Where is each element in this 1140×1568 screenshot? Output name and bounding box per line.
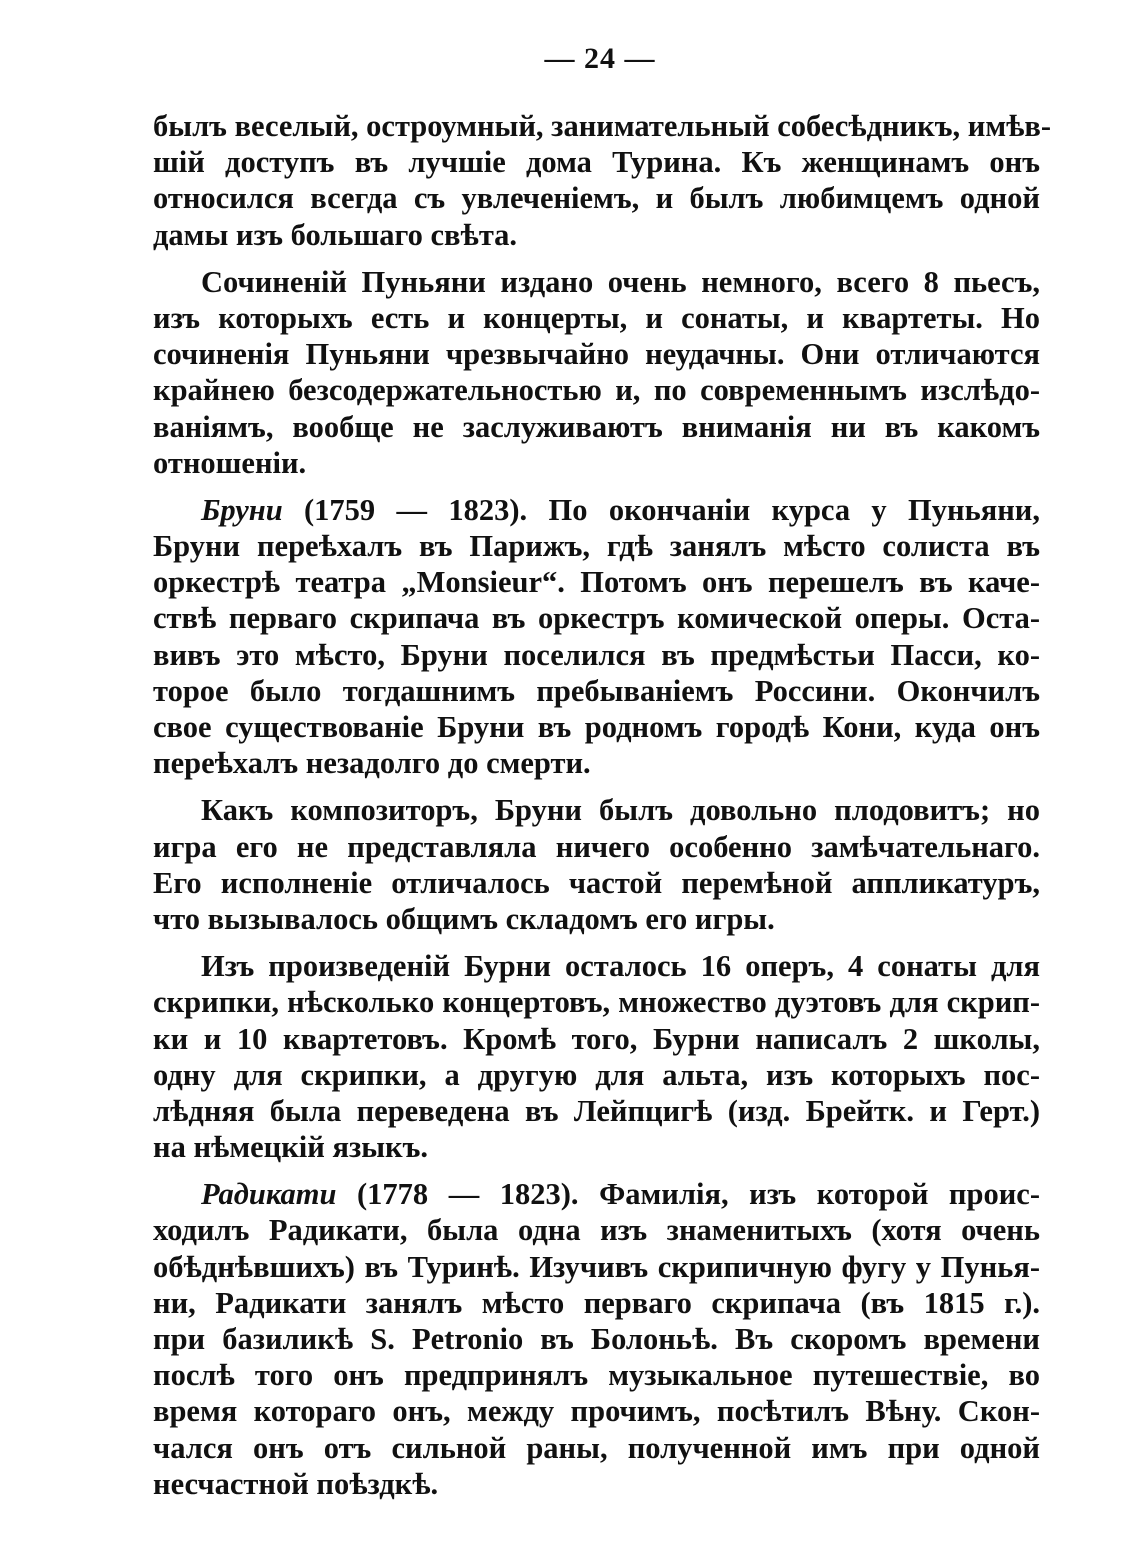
text-line bbox=[153, 1176, 1040, 1212]
text-line: ходилъ Радикати, была одна изъ знаменитыхъ (хотя очень bbox=[153, 1213, 1040, 1248]
text-line: Бруни переѣхалъ въ Парижъ, гдѣ занялъ мѣсто солиста въ bbox=[153, 529, 1040, 564]
paragraph-4 bbox=[153, 792, 1040, 937]
text-line: крайнею безсодержательностью и, по современнымъ изслѣдо- bbox=[153, 373, 1040, 408]
text-line-rest: (1778 — 1823). Фамилія, изъ которой проис- bbox=[336, 1177, 1040, 1212]
text-line-rest: (1759 — 1823). По окончаніи курса у Пуньяни, bbox=[282, 492, 1040, 527]
text-line: отношеніи. bbox=[153, 445, 307, 480]
text-line: вивъ это мѣсто, Бруни поселился въ предмѣстьи Пасси, ко- bbox=[153, 637, 1040, 672]
text-line: сочиненія Пуньяни чрезвычайно неудачны. Они отличаются bbox=[153, 337, 1040, 372]
text-line: Его исполненіе отличалось частой перемѣной аппликатуръ, bbox=[153, 865, 1040, 900]
text-line: Сочиненій Пуньяни издано очень немного, всего 8 пьесъ, bbox=[201, 264, 1040, 299]
text-line: что вызывалось общимъ складомъ его игры. bbox=[153, 901, 775, 936]
text-line: былъ веселый, остроумный, занимательный собесѣдникъ, имѣв- bbox=[153, 109, 1052, 143]
paragraph-6 bbox=[153, 1176, 1040, 1502]
text-line: одну для скрипки, а другую для альта, изъ которыхъ пос- bbox=[153, 1057, 1040, 1092]
page-number: — 24 — bbox=[544, 42, 656, 75]
paragraph-2 bbox=[153, 264, 1040, 481]
text-line: ки и 10 квартетовъ. Кромѣ того, Бурни написалъ 2 школы, bbox=[153, 1021, 1040, 1056]
text-line: переѣхалъ незадолго до смерти. bbox=[153, 746, 591, 781]
paragraph-1 bbox=[153, 108, 1052, 253]
text-line: обѣднѣвшихъ) въ Туринѣ. Изучивъ скрипичную фугу у Пунья- bbox=[153, 1249, 1040, 1284]
text-line: на нѣмецкій языкъ. bbox=[153, 1130, 429, 1165]
text-line: несчастной поѣздкѣ. bbox=[153, 1466, 439, 1501]
text-line: игра его не представляла ничего особенно замѣчательнаго. bbox=[153, 829, 1040, 864]
text-line: изъ которыхъ есть и концерты, и сонаты, и квартеты. Но bbox=[153, 300, 1040, 335]
body-text bbox=[153, 108, 1052, 1513]
text-line: Изъ произведеній Бурни осталось 16 оперъ, 4 сонаты для bbox=[201, 949, 1040, 984]
paragraph-5 bbox=[153, 948, 1040, 1165]
person-name-bruni: Бруни bbox=[201, 492, 283, 527]
text-line: ствѣ перваго скрипача въ оркестръ комической оперы. Оста- bbox=[153, 601, 1040, 636]
text-line: шій доступъ въ лучшіе дома Турина. Къ женщинамъ онъ bbox=[153, 145, 1040, 180]
text-line: время котораго онъ, между прочимъ, посѣтилъ Вѣну. Скон- bbox=[153, 1394, 1040, 1429]
text-line: ни, Радикати занялъ мѣсто перваго скрипача (въ 1815 г.). bbox=[153, 1285, 1040, 1320]
text-line: относился всегда съ увлеченіемъ, и былъ любимцемъ одной bbox=[153, 181, 1040, 216]
text-line: послѣ того онъ предпринялъ музыкальное путешествіе, во bbox=[153, 1358, 1040, 1393]
text-line bbox=[153, 492, 1040, 528]
text-line: лѣдняя была переведена въ Лейпцигѣ (изд. Брейтк. и Герт.) bbox=[153, 1093, 1040, 1128]
text-line: ваніямъ, вообще не заслуживаютъ вниманія ни въ какомъ bbox=[153, 409, 1040, 444]
text-line: Какъ композиторъ, Бруни былъ довольно плодовитъ; но bbox=[201, 793, 1040, 828]
text-line: скрипки, нѣсколько концертовъ, множество дуэтовъ для скрип- bbox=[153, 985, 1040, 1020]
text-line: свое существованіе Бруни въ родномъ городѣ Кони, куда онъ bbox=[153, 710, 1040, 744]
text-line: торое было тогдашнимъ пребываніемъ Россини. Окончилъ bbox=[153, 673, 1040, 708]
text-line: дамы изъ большаго свѣта. bbox=[153, 217, 518, 252]
person-name-radikati: Радикати bbox=[201, 1177, 337, 1212]
text-line: оркестрѣ театра „Monsieur“. Потомъ онъ перешелъ въ каче- bbox=[153, 565, 1040, 600]
text-line: при базиликѣ S. Petronio въ Болоньѣ. Въ скоромъ времени bbox=[153, 1322, 1040, 1356]
paragraph-3 bbox=[153, 492, 1040, 782]
text-line: чался онъ отъ сильной раны, полученной имъ при одной bbox=[153, 1430, 1040, 1465]
